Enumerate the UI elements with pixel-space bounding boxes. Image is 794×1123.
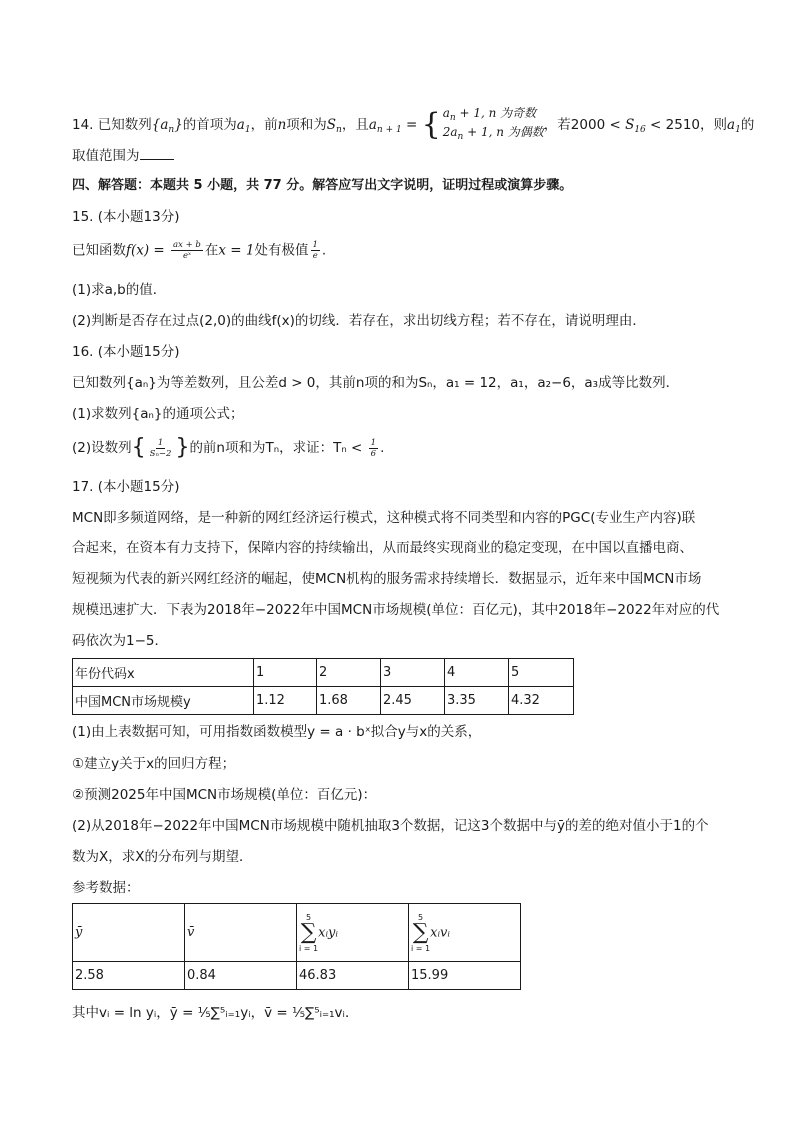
- q15-stem: [72, 240, 326, 261]
- table-cell: 3: [381, 659, 445, 687]
- q15-part1: (1)求a,b的值．: [72, 282, 167, 298]
- q14-line1: [72, 106, 754, 144]
- q17-part1a: ①建立y关于x的回归方程；: [72, 756, 236, 772]
- table-cell: 1.68: [317, 687, 381, 715]
- q15-text: .: [321, 242, 327, 259]
- table-row: [73, 659, 574, 687]
- q15-text: 处有极值: [254, 242, 309, 259]
- q14-line2: [72, 145, 174, 166]
- q14-text: ，且: [341, 117, 369, 133]
- q15-text: 在: [204, 242, 219, 259]
- table-cell: 4.32: [509, 687, 574, 715]
- table-row: [73, 904, 521, 962]
- table-cell: 3.35: [445, 687, 509, 715]
- q15-fx: f(x) =: [126, 242, 170, 259]
- table-cell: 4: [445, 659, 509, 687]
- table-cell: ȳ: [73, 904, 185, 962]
- q14-a1b: $a_1$: [727, 117, 741, 135]
- table-cell: 15.99: [409, 962, 521, 990]
- table-cell: 2.58: [73, 962, 185, 990]
- q15-text: 已知函数: [72, 242, 126, 259]
- reference-table: [72, 903, 521, 990]
- q16-title: 16. (本小题15分): [72, 344, 180, 360]
- q14-text: 的: [740, 117, 755, 133]
- q16-text: (2)设数列: [72, 440, 132, 456]
- q14-text: 的首项为: [182, 117, 237, 133]
- sum-term: xᵢyᵢ: [318, 925, 339, 940]
- q14-seq: $\{a_n\}$: [151, 117, 183, 135]
- q14-text: 项和为: [286, 117, 327, 133]
- q16-text: .: [380, 440, 385, 456]
- q17-part2-line: (2)从2018年−2022年中国MCN市场规模中随机抽取3个数据，记这3个数据中与ȳ的差的绝对值小于1的个: [72, 818, 709, 834]
- table-cell: 1: [254, 659, 317, 687]
- reference-note: 其中vᵢ = ln yᵢ，ȳ = ⅕∑⁵ᵢ₌₁yᵢ，v̄ = ⅕∑⁵ᵢ₌₁vᵢ．: [72, 1005, 359, 1021]
- q14-piecewise: { $a_n + 1$, n 为奇数 $2a_n + 1$, n 为偶数: [421, 106, 544, 142]
- table-cell: 5: [509, 659, 574, 687]
- q17-part2-line: 数为X，求X的分布列与期望．: [72, 849, 253, 865]
- reference-label: 参考数据：: [72, 880, 140, 896]
- q16-seq: { $\frac{1}{\text{Sₙ−2}}$ }: [131, 435, 190, 460]
- table-row: [73, 687, 574, 715]
- q15-title: 15. (本小题13分): [72, 209, 180, 225]
- q14-s16: $S_{16}$: [625, 117, 646, 135]
- q17-para-line: 合起来，在资本有力支持下，保障内容的持续输出，从而最终实现商业的稳定变现，在中国以直播电商、: [72, 540, 693, 556]
- table-cell: 1.12: [254, 687, 317, 715]
- table-cell: 2: [317, 659, 381, 687]
- data-table: [72, 658, 574, 715]
- q17-part1: (1)由上表数据可知，可用指数函数模型y = a · bˣ拟合y与x的关系，: [72, 724, 482, 740]
- q17-part1b: ②预测2025年中国MCN市场规模(单位：百亿元)：: [72, 787, 377, 803]
- q17-title: 17. (本小题15分): [72, 479, 180, 495]
- table-cell: v̄: [185, 904, 297, 962]
- q14-text: 取值范围为: [72, 148, 140, 164]
- q16-part2: [72, 437, 384, 459]
- q14-sn: $S_n$: [326, 117, 342, 135]
- q14-text: ，若2000 <: [543, 117, 626, 133]
- table-cell: 中国MCN市场规模y: [73, 687, 254, 715]
- q16-fraction: $\frac{1}{6}$: [370, 437, 377, 459]
- q17-para-line: 短视频为代表的新兴网红经济的崛起，使MCN机构的服务需求持续增长．数据显示，近年来中国MCN市场: [72, 571, 702, 587]
- q15-value-fraction: $\frac{1}{e}$: [312, 240, 318, 261]
- q14-n: n: [277, 117, 287, 133]
- q16-stem: 已知数列{aₙ}为等差数列，且公差d > 0，其前n项的和为Sₙ，a₁ = 12，a₁，a₂−6，a₃成等比数列．: [72, 375, 680, 391]
- q15-x1: x = 1: [218, 242, 255, 259]
- table-cell: 年份代码x: [73, 659, 254, 687]
- q15-part2: (2)判断是否存在过点(2,0)的曲线f(x)的切线．若存在，求出切线方程；若不存在，请说明理由．: [72, 313, 646, 329]
- q16-text: 的前n项和为Tₙ，求证：Tₙ <: [189, 440, 367, 456]
- table-cell: 2.45: [381, 687, 445, 715]
- q17-para-line: MCN即多频道网络，是一种新的网红经济运行模式，这种模式将不同类型和内容的PGC(专业生产内容)联: [72, 510, 696, 526]
- table-cell: 46.83: [297, 962, 409, 990]
- q17-para-line: 规模迅速扩大．下表为2018年−2022年中国MCN市场规模(单位：百亿元)，其中2018年−2022年对应的代: [72, 602, 720, 618]
- q14-a1: $a_1$: [236, 117, 251, 135]
- table-cell-sum: 5 ∑ i = 1 xᵢyᵢ: [297, 904, 409, 962]
- sum-term: xᵢvᵢ: [430, 925, 451, 940]
- q14-text: ，前: [250, 117, 278, 133]
- q14-text: 14. 已知数列: [72, 117, 152, 133]
- q14-an1: $a_{n + 1}$ =: [368, 117, 422, 135]
- q15-fraction: $\frac{ax + b}{\text{eˣ}}$: [173, 240, 201, 261]
- table-cell: 0.84: [185, 962, 297, 990]
- table-cell-sum: 5 ∑ i = 1 xᵢvᵢ: [409, 904, 521, 962]
- q14-text: < 2510，则: [645, 117, 728, 133]
- q16-part1: (1)求数列{aₙ}的通项公式；: [72, 406, 244, 422]
- answer-blank: [140, 145, 174, 160]
- section-heading: 四、解答题：本题共 5 小题，共 77 分。解答应写出文字说明，证明过程或演算步骤。: [72, 178, 573, 193]
- table-row: [73, 962, 521, 990]
- q17-para-line: 码依次为1−5．: [72, 633, 168, 649]
